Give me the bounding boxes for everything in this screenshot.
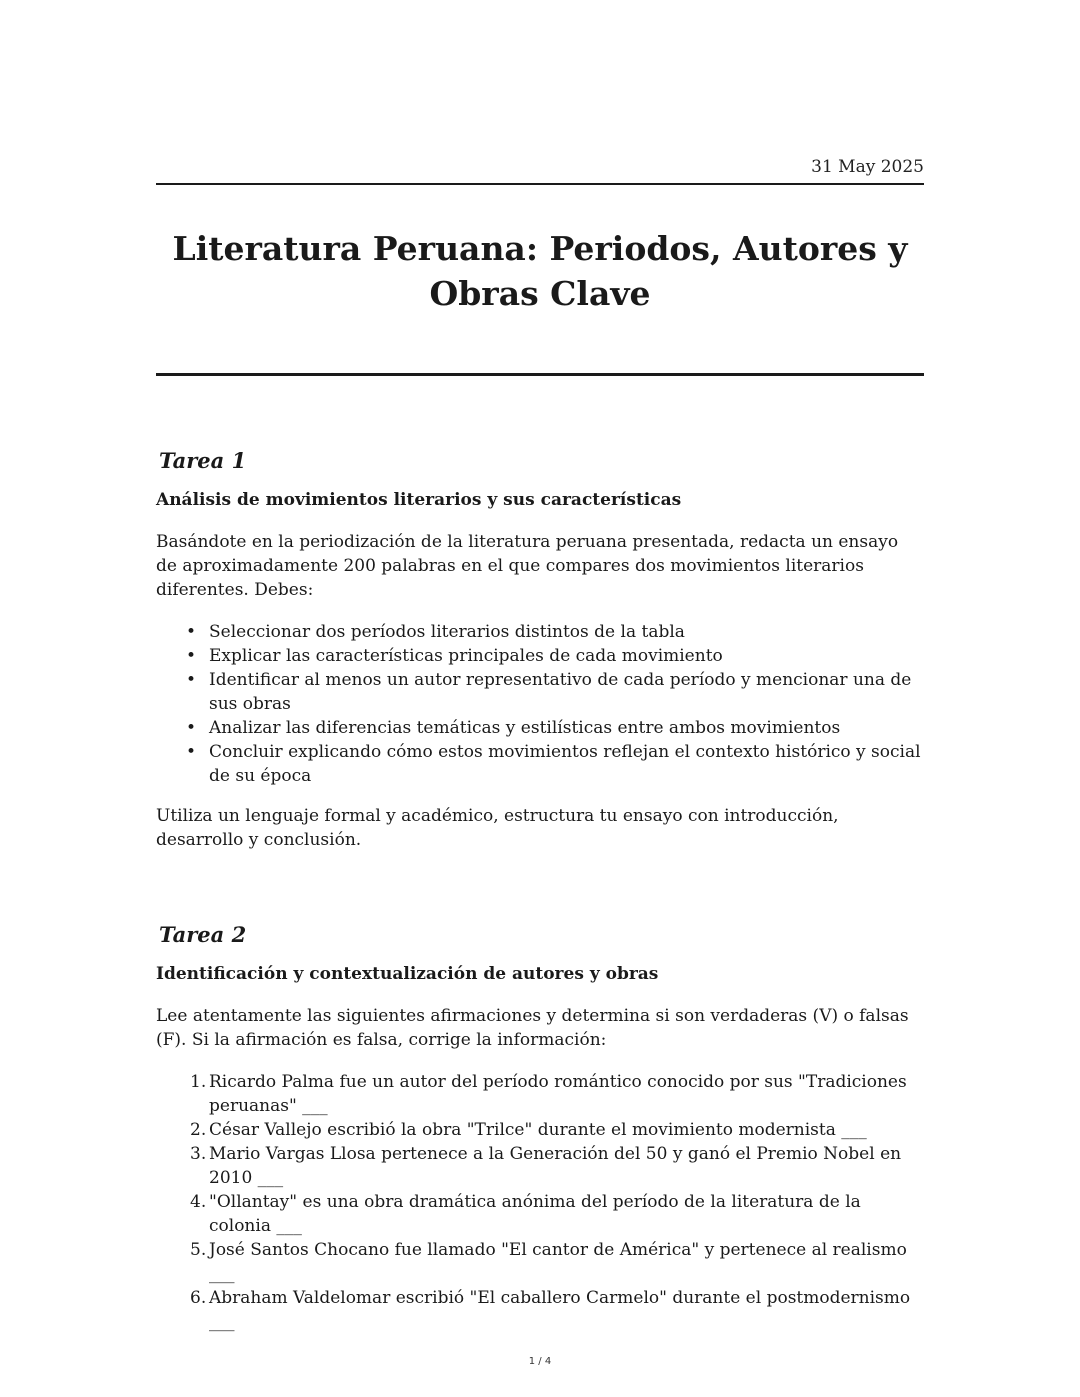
task-1-heading: Tarea 1 bbox=[159, 448, 247, 473]
list-number: 5. bbox=[190, 1240, 207, 1260]
task-2-list bbox=[156, 1070, 924, 1334]
list-item: 3. Mario Vargas Llosa pertenece a la Generación del 50 y ganó el Premio Nobel en 2010 ___ bbox=[190, 1144, 902, 1188]
bullet-icon: • bbox=[186, 670, 197, 690]
list-number: 1. bbox=[190, 1072, 207, 1092]
list-item: 4. "Ollantay" es una obra dramática anónima del período de la literatura de la colonia ___ bbox=[190, 1192, 861, 1236]
header-rule bbox=[156, 183, 924, 185]
title-rule bbox=[156, 373, 924, 376]
task-1-intro: Basándote en la periodización de la literatura peruana presentada, redacta un ensayo de aproximadamente 200 palabras en el que compares dos movimientos literarios diferentes. Debes: bbox=[156, 532, 899, 600]
task-1-subtitle: Análisis de movimientos literarios y sus características bbox=[156, 490, 682, 510]
list-item: • Explicar las características principales de cada movimiento bbox=[186, 646, 723, 666]
list-number: 2. bbox=[190, 1120, 207, 1140]
task-1-list bbox=[156, 620, 924, 788]
list-item: 5. José Santos Chocano fue llamado "El cantor de América" y pertenece al realismo ___ bbox=[190, 1240, 907, 1284]
header-date: 31 May 2025 bbox=[811, 157, 924, 177]
list-item: • Analizar las diferencias temáticas y estilísticas entre ambos movimientos bbox=[186, 718, 841, 738]
page-title: Literatura Peruana: Periodos, Autores y Obras Clave bbox=[172, 229, 908, 313]
list-item: • Identificar al menos un autor representativo de cada período y mencionar una de sus obras bbox=[186, 670, 912, 714]
list-item: 2. César Vallejo escribió la obra "Trilce" durante el movimiento modernista ___ bbox=[190, 1120, 867, 1140]
bullet-icon: • bbox=[186, 718, 197, 738]
page-number: 1 / 4 bbox=[528, 1356, 552, 1367]
bullet-icon: • bbox=[186, 646, 197, 666]
list-number: 4. bbox=[190, 1192, 207, 1212]
list-number: 6. bbox=[190, 1288, 207, 1308]
task-2-subtitle: Identificación y contextualización de autores y obras bbox=[156, 964, 659, 984]
bullet-icon: • bbox=[186, 622, 197, 642]
task-1-closing: Utiliza un lenguaje formal y académico, estructura tu ensayo con introducción, desarrollo y conclusión. bbox=[156, 806, 839, 850]
list-item: 1. Ricardo Palma fue un autor del período romántico conocido por sus "Tradiciones peruanas" ___ bbox=[190, 1072, 907, 1116]
task-2-heading: Tarea 2 bbox=[159, 922, 247, 947]
list-number: 3. bbox=[190, 1144, 207, 1164]
list-item: 6. Abraham Valdelomar escribió "El caballero Carmelo" durante el postmodernismo ___ bbox=[190, 1288, 911, 1332]
bullet-icon: • bbox=[186, 742, 197, 762]
list-item: • Seleccionar dos períodos literarios distintos de la tabla bbox=[186, 622, 685, 642]
task-2-intro: Lee atentamente las siguientes afirmaciones y determina si son verdaderas (V) o falsas (F). Si la afirmación es falsa, corrige la información: bbox=[156, 1006, 909, 1050]
list-item: • Concluir explicando cómo estos movimientos reflejan el contexto histórico y social de su época bbox=[186, 742, 921, 786]
